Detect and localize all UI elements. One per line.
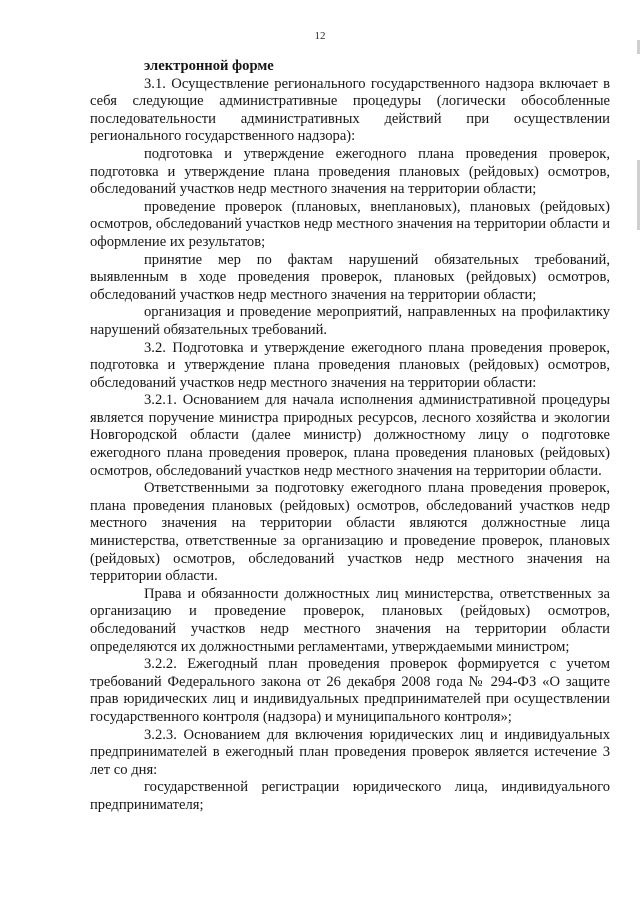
paragraph-list-item-2: проведение проверок (плановых, внеплановых), плановых (рейдовых) осмотров, обследований участков недр местного значения на территории области и оформление их результатов; bbox=[90, 198, 610, 250]
paragraph-responsible: Ответственными за подготовку ежегодного плана проведения проверок, плана проведения плановых (рейдовых) осмотров, обследований участков недр местного значения на территории области являются должностные лица министерства, ответственные за организацию и проведение проверок, плановых (рейдовых) осмотров, обследований участков недр местного значения на территории области. bbox=[90, 480, 610, 585]
paragraph-list-item-1: подготовка и утверждение ежегодного плана проведения проверок, подготовка и утверждение плана проведения плановых (рейдовых) осмотров, обследований участков недр местного значения на территории области; bbox=[90, 145, 610, 198]
paragraph-rights-duties: Права и обязанности должностных лиц министерства, ответственных за организацию и проведение проверок, плановых (рейдовых) осмотров, обследований участков недр местного значения на территории области определяются их должностными регламентами, утверждаемыми министром; bbox=[90, 585, 610, 655]
paragraph-3-2-3: 3.2.3. Основанием для включения юридических лиц и индивидуальных предпринимателей в ежегодный план проведения проверок является истечение 3 лет со дня: bbox=[90, 726, 610, 778]
paragraph-list-item-4: организация и проведение мероприятий, направленных на профилактику нарушений обязательных требований. bbox=[90, 304, 610, 338]
paragraph-3-2-1: 3.2.1. Основанием для начала исполнения административной процедуры является поручение министра природных ресурсов, лесного хозяйства и экологии Новгородской области (далее министр) должностному лицу о подготовке ежегодного плана проведения проверок, плана проведения плановых (рейдовых) осмотров, обследований участков недр местного значения на территории области. bbox=[90, 392, 610, 479]
paragraph-heading-fragment: электронной форме bbox=[144, 58, 274, 74]
document-body bbox=[90, 58, 610, 815]
paragraph-list-item-3: принятие мер по фактам нарушений обязательных требований, выявленным в ходе проведения проверок, плановых (рейдовых) осмотров, обследований участков недр местного значения на территории области; bbox=[90, 251, 610, 303]
paragraph-3-2: 3.2. Подготовка и утверждение ежегодного плана проведения проверок, подготовка и утверждение плана проведения плановых (рейдовых) осмотров, обследований участков недр местного значения на территории области: bbox=[90, 339, 610, 391]
paragraph-3-2-2: 3.2.2. Ежегодный план проведения проверок формируется с учетом требований Федерального закона от 26 декабря 2008 года № 294-ФЗ «О защите прав юридических лиц и индивидуальных предпринимателей при осуществлении государственного контроля (надзора) и муниципального контроля»; bbox=[90, 656, 610, 725]
paragraph-3-1: 3.1. Осуществление регионального государственного надзора включает в себя следующие административные процедуры (логически обособленные последовательности административных действий при осуществлении регионального государственного надзора): bbox=[90, 75, 610, 145]
page-number: 12 bbox=[314, 30, 326, 42]
paragraph-registration: государственной регистрации юридического лица, индивидуального предпринимателя; bbox=[90, 779, 610, 813]
